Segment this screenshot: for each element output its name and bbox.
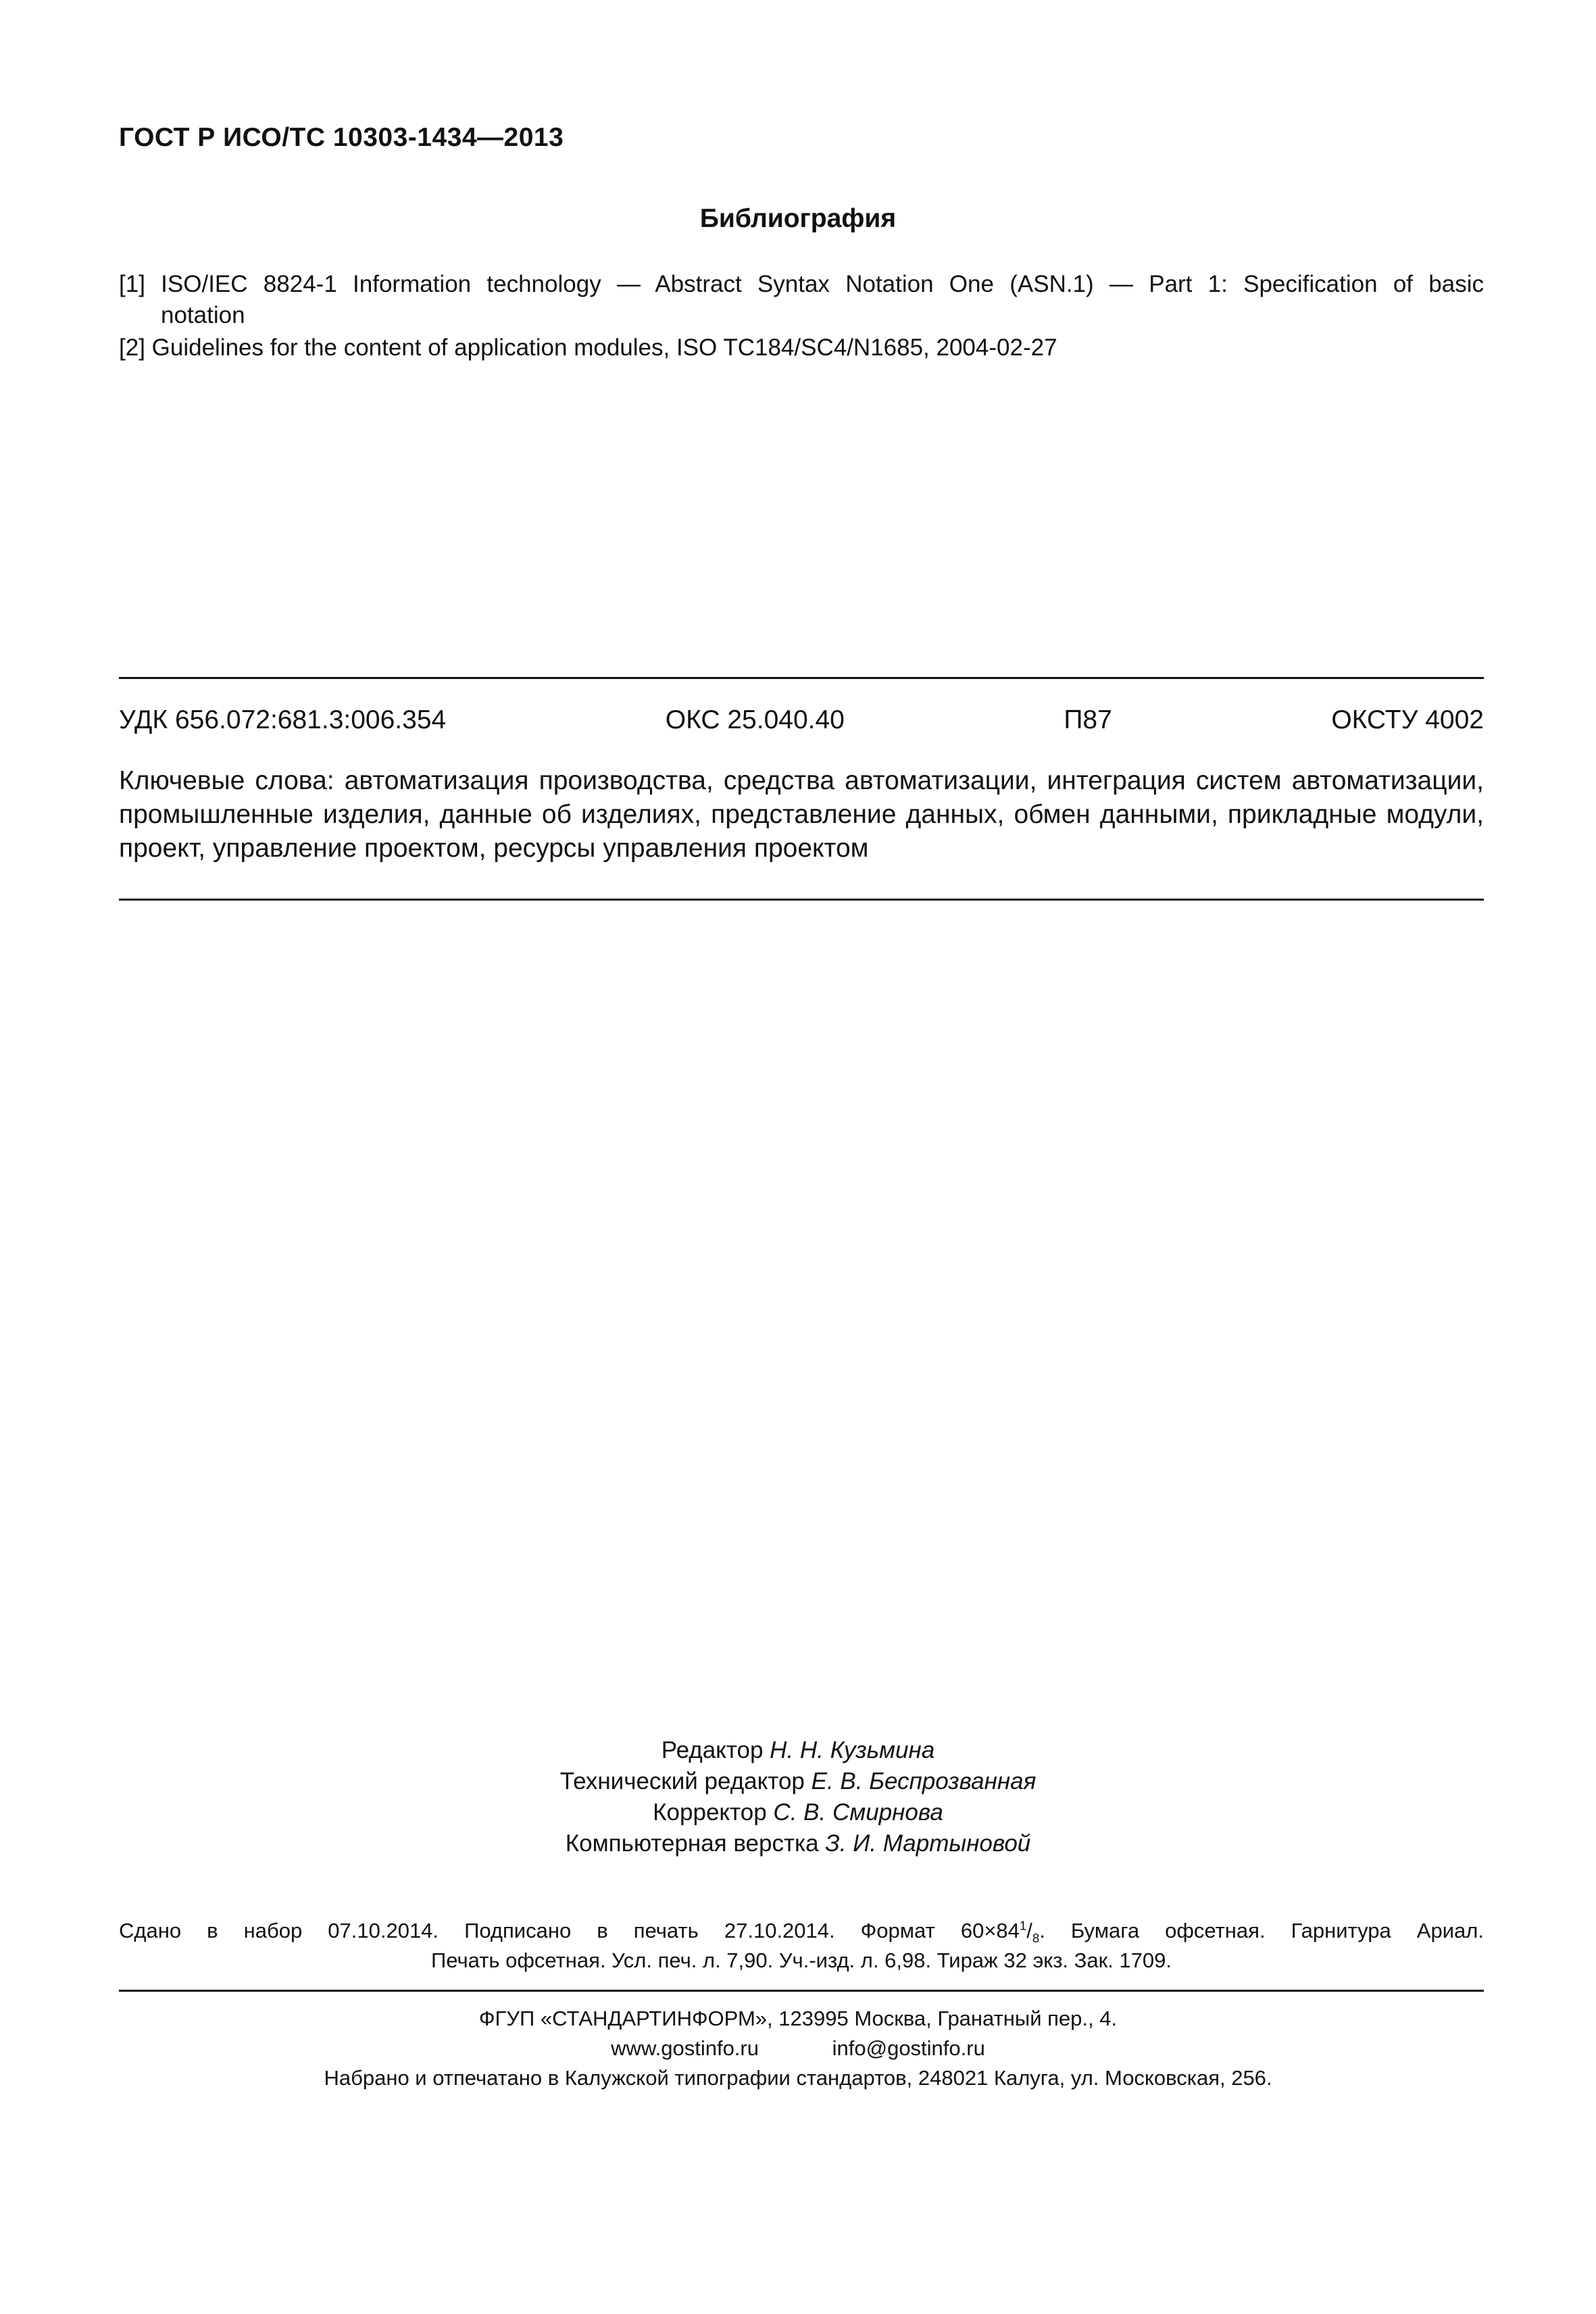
bibliography-item-1 <box>119 269 1484 331</box>
format-sub: 8 <box>1032 1931 1040 1946</box>
oks-code: ОКС 25.040.40 <box>665 705 845 734</box>
document-code-header: ГОСТ Р ИСО/ТС 10303-1434—2013 <box>119 123 564 152</box>
bibliography-item-2-line1: [2] Guidelines for the content of application modules, ISO TC184/SC4/N1685, 2004-02-27 <box>119 334 1057 361</box>
okstu-code: ОКСТУ 4002 <box>1331 705 1484 734</box>
format-sup: 1 <box>1019 1918 1027 1933</box>
printing-house-line: Набрано и отпечатано в Калужской типографии стандартов, 248021 Калуга, ул. Московская, 256. <box>324 2066 1272 2090</box>
divider-publisher <box>119 1990 1484 1992</box>
classification-codes <box>119 705 1484 735</box>
credit-proofreader <box>0 1797 1596 1828</box>
publisher-contacts <box>0 2034 1596 2063</box>
credit-tech-editor <box>0 1766 1596 1797</box>
publisher-block <box>0 2004 1596 2093</box>
credit-name: Е. В. Беспрозванная <box>811 1768 1037 1794</box>
publisher-website-link[interactable]: www.gostinfo.ru <box>611 2036 759 2060</box>
imprint-line1-b: . Бумага офсетная. Гарнитура Ариал. <box>1039 1919 1484 1942</box>
divider-top <box>119 677 1484 679</box>
publisher-email-link[interactable]: info@gostinfo.ru <box>832 2036 985 2060</box>
imprint-line1 <box>119 1916 1484 1946</box>
credit-name: С. В. Смирнова <box>773 1799 943 1826</box>
p-code: П87 <box>1064 705 1112 734</box>
keywords-paragraph: Ключевые слова: автоматизация производства, средства автоматизации, интеграция систем автоматизации, промышленные изделия, данные об изделиях, представление данных, обмен данными, прикладные модули, проект, управление проектом, ресурсы управления проектом <box>119 766 1484 863</box>
bibliography-item-1-line1: [1] ISO/IEC 8824-1 Information technology — Abstract Syntax Notation One (ASN.1) — Part 1: Specification of basic <box>119 271 1484 297</box>
divider-keywords <box>119 899 1484 901</box>
imprint-line2: Печать офсетная. Усл. печ. л. 7,90. Уч.-изд. л. 6,98. Тираж 32 экз. Зак. 1709. <box>430 1948 1172 1972</box>
credit-layout <box>0 1828 1596 1859</box>
credit-editor <box>0 1735 1596 1766</box>
bibliography-item-2 <box>119 332 1484 363</box>
credit-name: З. И. Мартыновой <box>825 1830 1031 1857</box>
publisher-address: ФГУП «СТАНДАРТИНФОРМ», 123995 Москва, Гранатный пер., 4. <box>478 2007 1118 2030</box>
credit-role: Технический редактор <box>559 1768 805 1794</box>
format-sep: / <box>1026 1919 1032 1942</box>
credit-role: Редактор <box>661 1737 764 1763</box>
credits-block <box>0 1735 1596 1859</box>
credit-name: Н. Н. Кузьмина <box>770 1737 935 1763</box>
imprint-block <box>119 1916 1484 1976</box>
udk-code: УДК 656.072:681.3:006.354 <box>119 705 447 734</box>
bibliography-item-1-line2: notation <box>161 302 245 328</box>
credit-role: Корректор <box>653 1799 767 1826</box>
credit-role: Компьютерная верстка <box>565 1830 819 1857</box>
imprint-line1-a: Сдано в набор 07.10.2014. Подписано в печать 27.10.2014. Формат 60×84 <box>119 1919 1020 1942</box>
bibliography-title: Библиография <box>699 204 897 233</box>
